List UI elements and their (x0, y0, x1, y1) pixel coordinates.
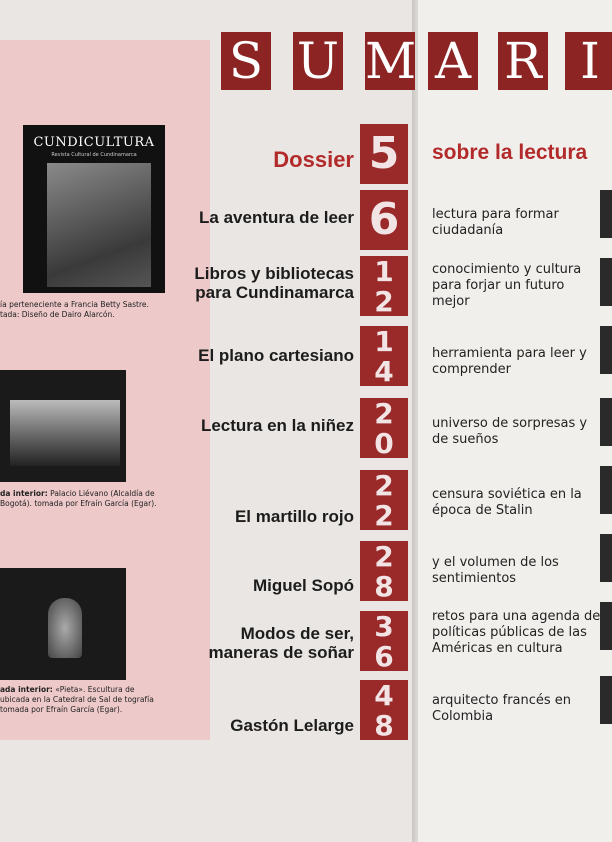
title-letter: U (293, 32, 343, 90)
statue-shape (48, 598, 82, 658)
page-number-digit: 1 (374, 256, 394, 288)
caption-cover (0, 300, 160, 320)
contents-title[interactable]: Libros y bibliotecas para Cundinamarca (194, 264, 354, 302)
building-shape (10, 400, 120, 436)
edge-thumbnail (600, 466, 612, 514)
building-reflection (10, 436, 120, 466)
edge-thumbnail (600, 258, 612, 306)
caption-palacio (0, 489, 160, 509)
page-number-block (360, 398, 408, 458)
edge-thumbnail (600, 398, 612, 446)
page-number-block (360, 611, 408, 671)
edge-thumbnail (600, 676, 612, 724)
contents-title[interactable]: El plano cartesiano (198, 346, 354, 365)
caption-text: Palacio Liévano (Alcaldía de Bogotá). tomada por Efraín García (Egar). (0, 489, 157, 508)
magazine-cover-title: CUNDICULTURA (33, 135, 155, 150)
contents-subtitle: lectura para formar ciudadanía (432, 207, 559, 238)
contents-title[interactable]: La aventura de leer (199, 208, 354, 227)
page-number-digit: 6 (374, 640, 394, 671)
caption-pieta (0, 685, 160, 715)
title-letter: S (221, 32, 271, 90)
palacio-photo (0, 370, 126, 482)
contents-subtitle: conocimiento y cultura para forjar un futuro mejor (432, 262, 582, 309)
page-number-digit: 2 (374, 541, 394, 573)
title-letter: I (565, 32, 612, 90)
contents-title-dossier[interactable]: Dossier (273, 147, 354, 172)
page-number-digit: 1 (374, 326, 394, 358)
caption-label: da interior: (0, 489, 48, 498)
page-number-digit: 8 (374, 570, 394, 601)
pieta-photo (0, 568, 126, 680)
caption-text: ía perteneciente a Francia Betty Sastre. tada: Diseño de Dairo Alarcón. (0, 300, 149, 319)
magazine-cover (23, 125, 165, 293)
page-number-digit: 5 (368, 128, 400, 179)
page-number-digit: 4 (374, 355, 394, 386)
caption-text: «Pieta». Escultura de ubicada en la Catedral de Sal de tografía tomada por Efraín García (Egar). (0, 685, 154, 714)
contents-title[interactable]: Lectura en la niñez (200, 416, 354, 435)
contents-title[interactable]: Gastón Lelarge (230, 716, 354, 735)
page-number-digit: 4 (374, 680, 394, 712)
contents-title[interactable]: Modos de ser, maneras de soñar (208, 624, 354, 662)
contents-title[interactable]: El martillo rojo (234, 507, 354, 526)
title-letter: M (365, 32, 417, 90)
edge-thumbnail (600, 326, 612, 374)
page-number-digit: 6 (368, 194, 400, 245)
edge-thumbnail (600, 190, 612, 238)
page-number-block (360, 680, 408, 740)
page-number-block (360, 326, 408, 386)
page-number-digit: 2 (374, 470, 394, 502)
contents-subtitle-dossier: sobre la lectura (432, 141, 588, 164)
page-number-block (360, 541, 408, 601)
page-number-digit: 8 (374, 709, 394, 740)
contents-subtitle: retos para una agenda de políticas públicas de las Américas en cultura (432, 609, 601, 656)
contents-subtitle: arquitecto francés en Colombia (432, 693, 572, 724)
page-number-digit: 2 (374, 398, 394, 430)
page-number-block (360, 190, 408, 250)
page-number-digit: 0 (374, 427, 394, 458)
title-letter: R (498, 32, 548, 90)
contents-subtitle: universo de sorpresas y de sueños (432, 416, 588, 447)
contents-subtitle: herramienta para leer y comprender (432, 346, 587, 377)
caption-label: ada interior: (0, 685, 53, 694)
edge-thumbnail (600, 602, 612, 650)
sumario-title (221, 32, 612, 90)
contents-subtitle: y el volumen de los sentimientos (432, 555, 559, 586)
page-number-digit: 2 (374, 285, 394, 316)
cover-photo (47, 163, 151, 287)
contents-title[interactable]: Miguel Sopó (252, 576, 354, 595)
magazine-cover-subtitle: Revista Cultural de Cundinamarca (51, 152, 137, 158)
contents-subtitle: censura soviética en la época de Stalin (432, 487, 582, 518)
page-number-digit: 2 (374, 499, 394, 530)
edge-thumbnail (600, 534, 612, 582)
page-number-block (360, 256, 408, 316)
title-letter: A (428, 32, 478, 90)
page-number-block (360, 470, 408, 530)
page-number-digit: 3 (374, 611, 394, 643)
page-number-block (360, 124, 408, 184)
